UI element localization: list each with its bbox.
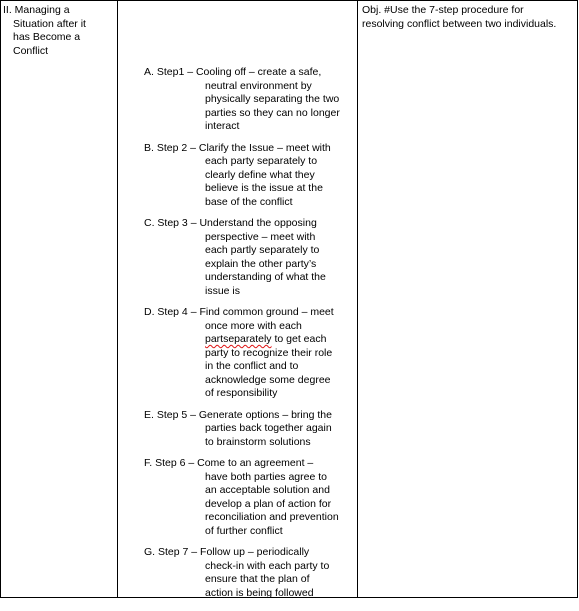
- step-line: of responsibility: [205, 387, 278, 399]
- table-right-border: [577, 0, 578, 598]
- step-heading: G. Step 7 – Follow up – periodically: [144, 546, 310, 558]
- step-line: to brainstorm solutions: [205, 435, 311, 448]
- step-a: [144, 66, 356, 134]
- step-line: each party separately to: [205, 155, 318, 167]
- step-line-continuation: to get each: [271, 333, 327, 345]
- step-f: [144, 457, 356, 538]
- step-line: physically separating the two: [205, 93, 340, 105]
- step-line: check-in with each party to: [205, 559, 330, 572]
- step-line: parties back together again: [205, 422, 332, 434]
- objective-line: resolving conflict between two individuals.: [362, 17, 557, 30]
- table-left-border: [0, 0, 1, 598]
- step-line: reconciliation and prevention: [205, 511, 339, 523]
- step-c: [144, 217, 356, 298]
- step-heading: A. Step1 – Cooling off – create a safe,: [144, 66, 322, 78]
- step-line: each partly separately to: [205, 244, 320, 256]
- step-line: interact: [205, 120, 240, 132]
- step-line: in the conflict and to: [205, 360, 299, 372]
- step-line: perspective – meet with: [205, 230, 316, 243]
- step-heading: F. Step 6 – Come to an agreement –: [144, 457, 314, 469]
- step-line: acknowledge some degree: [205, 373, 331, 386]
- step-line: explain the other party’s: [205, 257, 317, 270]
- section-title-line: has Become a: [13, 31, 81, 43]
- step-g: [144, 546, 356, 600]
- step-line: understanding of what the: [205, 271, 326, 283]
- step-line: action is being followed: [205, 586, 314, 599]
- objective-line: Obj. #Use the 7-step procedure for: [362, 4, 524, 16]
- step-line: base of the conflict: [205, 195, 293, 208]
- step-heading: E. Step 5 – Generate options – bring the: [144, 408, 332, 421]
- step-line: party to recognize their role: [205, 346, 333, 359]
- step-heading: B. Step 2 – Clarify the Issue – meet with: [144, 141, 331, 154]
- step-line: believe is the issue at the: [205, 182, 323, 194]
- step-line: of further conflict: [205, 524, 283, 537]
- step-heading: D. Step 4 – Find common ground – meet: [144, 306, 334, 318]
- section-title-line: Situation after it: [13, 17, 86, 30]
- step-heading: C. Step 3 – Understand the opposing: [144, 217, 317, 229]
- section-title-line: Conflict: [13, 44, 49, 57]
- column-divider-2: [357, 0, 358, 598]
- step-b: [144, 142, 356, 210]
- step-line: once more with each: [205, 319, 302, 332]
- step-line: ensure that the plan of: [205, 573, 310, 585]
- step-line: have both parties agree to: [205, 470, 328, 483]
- step-line: issue is: [205, 284, 241, 297]
- misspelled-word[interactable]: partseparately: [205, 333, 272, 345]
- step-line: [144, 333, 356, 347]
- step-line: an acceptable solution and: [205, 484, 330, 496]
- column-divider-1: [117, 0, 118, 598]
- table-top-border: [0, 0, 578, 1]
- section-title: [3, 4, 113, 58]
- step-line: develop a plan of action for: [205, 497, 332, 510]
- step-line: parties so they can no longer: [205, 106, 340, 119]
- step-line: clearly define what they: [205, 168, 315, 181]
- section-title-line: II. Managing a: [3, 4, 70, 16]
- objective-text: [362, 4, 576, 31]
- step-e: [144, 409, 356, 450]
- step-line: neutral environment by: [205, 79, 312, 92]
- step-d: [144, 306, 356, 401]
- steps-list: [144, 66, 356, 608]
